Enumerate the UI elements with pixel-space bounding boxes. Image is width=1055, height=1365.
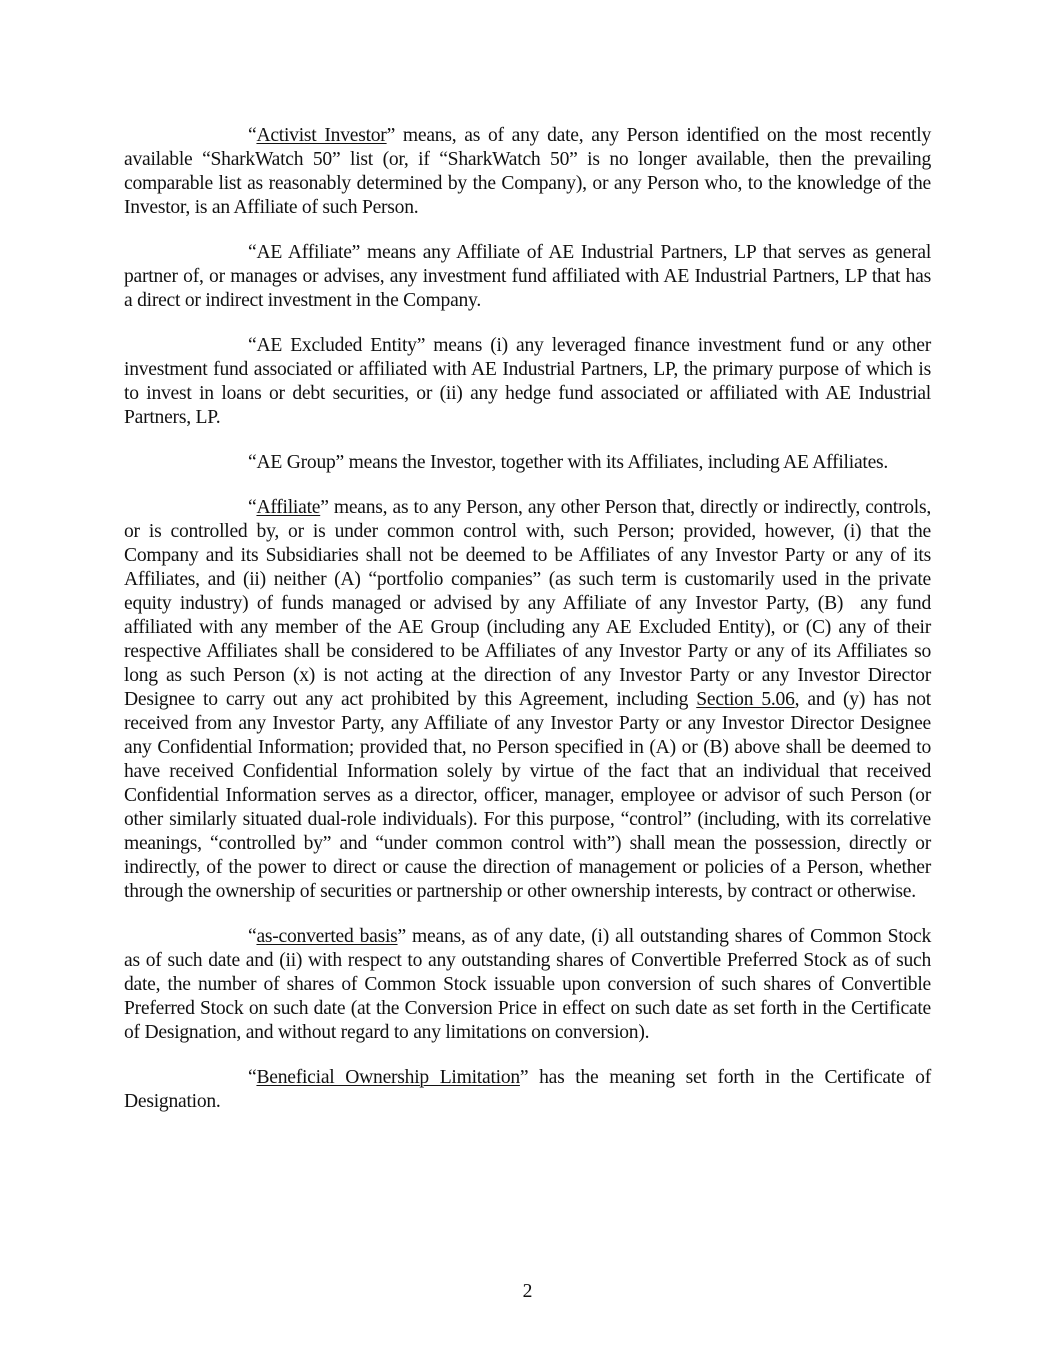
open-quote: “ bbox=[248, 497, 257, 518]
definition-text-continued: , and (y) has not received from any Investor Party, any Affiliate of any Investor Party or any Investor Director Designee any Confidential Information; provided that, no Person specified in (A) or (B) above shall be deemed to have received Confidential Information solely by virtue of the fact that an individual that received Confidential Information serves as a director, officer, manager, employee or advisor of such Person (or other similarly situated dual-role individuals). For this purpose, “control” (including, with its correlative meanings, “controlled by” and “under common control with”) shall mean the possession, directly or indirectly, of the power to direct or cause the direction of management or policies of a Person, whether through the ownership of securities or partnership or other ownership interests, by contract or otherwise. bbox=[124, 689, 931, 902]
open-quote: “ bbox=[248, 452, 257, 473]
definition-ae-group bbox=[124, 451, 931, 475]
close-quote: ” bbox=[335, 452, 344, 473]
open-quote: “ bbox=[248, 125, 257, 146]
defined-term: AE Group bbox=[256, 452, 336, 473]
definition-text: means, as of any date, any Person identified on the most recently available “SharkWatch 50” list (or, if “SharkWatch 50” is no longer available, then the prevailing comparable list as reasonably determined by the Company), or any Person who, to the knowledge of the Investor, is an Affiliate of such Person. bbox=[124, 125, 931, 218]
defined-term: Activist Investor bbox=[256, 125, 387, 146]
open-quote: “ bbox=[248, 242, 257, 263]
defined-term: AE Affiliate bbox=[256, 242, 352, 263]
definition-text: means (i) any leveraged finance investment fund or any other investment fund associated or affiliated with AE Industrial Partners, LP, the primary purpose of which is to invest in loans or debt securities, or (ii) any hedge fund associated or affiliated with AE Industrial Partners, LP. bbox=[124, 335, 931, 428]
definition-text: has the meaning set forth in the Certificate of Designation. bbox=[124, 1067, 931, 1112]
page-number: 2 bbox=[522, 1281, 533, 1302]
defined-term: Affiliate bbox=[256, 497, 321, 518]
close-quote: ” bbox=[519, 1067, 529, 1088]
document-page-body bbox=[124, 124, 931, 1135]
close-quote: ” bbox=[320, 497, 329, 518]
definition-text: means any Affiliate of AE Industrial Partners, LP that serves as general partner of, or manages or advises, any investment fund affiliated with AE Industrial Partners, LP that has a direct or indirect investment in the Company. bbox=[124, 242, 932, 311]
definition-affiliate bbox=[124, 496, 931, 904]
close-quote: ” bbox=[386, 125, 396, 146]
definition-text: means the Investor, together with its Affiliates, including AE Affiliates. bbox=[344, 452, 889, 473]
definition-text: means, as to any Person, any other Person that, directly or indirectly, controls, or is controlled by, or is under common control with, such Person; provided, however, (i) that the Company and its Subsidiaries shall not be deemed to be Affiliates of any Investor Party or any of its Affiliates, and (ii) neither (A) “portfolio companies” (as such term is customarily used in the private equity industry) of funds managed or advised by any Affiliate of any Investor Party, (B) any fund affiliated with any member of the AE Group (including any AE Excluded Entity), or (C) any of their respective Affiliates shall be considered to be Affiliates of any Investor Party or any of its Affiliates so long as such Person (x) is not acting at the direction of any Investor Party or any Investor Director Designee to carry out any act prohibited by this Agreement, including bbox=[124, 497, 931, 710]
close-quote: ” bbox=[416, 335, 426, 356]
defined-term: as-converted basis bbox=[256, 926, 398, 947]
section-cross-reference-link[interactable]: Section 5.06 bbox=[696, 689, 795, 710]
definition-ae-excluded-entity bbox=[124, 334, 931, 430]
definition-as-converted-basis bbox=[124, 925, 931, 1045]
open-quote: “ bbox=[248, 926, 257, 947]
definition-text: means, as of any date, (i) all outstanding shares of Common Stock as of such date and (ii) with respect to any outstanding shares of Convertible Preferred Stock as of such date, the number of shares of Common Stock issuable upon conversion of such shares of Convertible Preferred Stock on such date (at the Conversion Price in effect on such date as set forth in the Certificate of Designation, and without regard to any limitations on conversion). bbox=[124, 926, 931, 1043]
open-quote: “ bbox=[248, 1067, 257, 1088]
definition-activist-investor bbox=[124, 124, 931, 220]
defined-term: Beneficial Ownership Limitation bbox=[256, 1067, 520, 1088]
defined-term: AE Excluded Entity bbox=[256, 335, 417, 356]
definition-ae-affiliate bbox=[124, 241, 931, 313]
close-quote: ” bbox=[397, 926, 406, 947]
close-quote: ” bbox=[351, 242, 361, 263]
open-quote: “ bbox=[248, 335, 257, 356]
definition-beneficial-ownership-limitation bbox=[124, 1066, 931, 1114]
